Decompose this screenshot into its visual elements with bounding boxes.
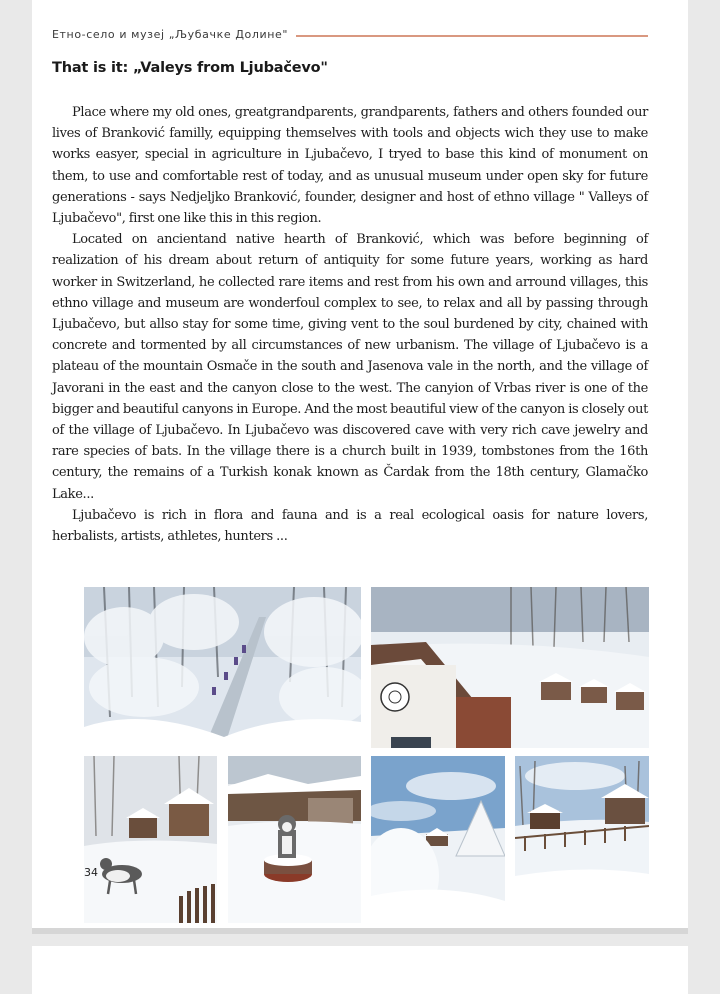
page-edge-shadow — [32, 928, 688, 934]
paragraph-1: Place where my old ones, greatgrandparents, grandparents, fathers and others founded our lives of Branković familly, equipping themselves with tools and objects wich they use to make works easyer, special in agriculture in Ljubačevo, I tryed to base this kind of monument on them, to use and comfortable rest of today, and as unusual museum under open sky for future generations - says Nedjeljko Branković, founder, designer and host of ethno village " Valleys of Ljubačevo", first one like this in this region. — [52, 105, 648, 227]
photo-husky-and-cabins — [84, 756, 217, 923]
photo-snow-drift-cabin — [371, 756, 505, 923]
photo-village-houses-sign — [371, 587, 649, 748]
paragraph-2: Located on ancientand native hearth of Branković, which was before beginning of realization of his dream about return of antiquity for some future years, working as hard worker in Switzerland, he collected rare items and rest from his own and arround villages, this ethno village and museum are wonderfoul complex to see, to relax and all by passing through Ljubačevo, but allso stay for some time, giving vent to the soul burdened by city, chained with concrete and tormented by all circumstances of new urbanism. The village of Ljubačevo is a plateau of the mountain Osmače in the south and Jasenova vale in the north, and the village of Javorani in the east and the canyon close to the west. The canyion of Vrbas river is one of the bigger and beautiful canyons in Europe. And the most beautiful view of the canyon is closely out of the village of Ljubačevo. In Ljubačevo was discovered cave with very rich cave jewelry and rare species of bats. In the village there is a church built in 1939, tombstones from the 16th century, the remains of a Turkish konak known as Čardak from the 18th century, Glamačko Lake... — [52, 232, 648, 502]
photo-fence-and-cabins — [515, 756, 649, 923]
photo-snowy-forest-stairs — [84, 587, 361, 748]
article-title: That is it: „Valeys from Ljubačevo" — [52, 60, 328, 76]
article-body — [52, 102, 648, 547]
next-page-preview — [32, 946, 688, 994]
paragraph-3: Ljubačevo is rich in flora and fauna and is a real ecological oasis for nature lovers, herbalists, artists, athletes, hunters ... — [52, 507, 648, 545]
running-header: Етно-село и музеј „Љубачке Долине" — [52, 28, 289, 41]
header-rule — [296, 35, 648, 37]
photo-husky-on-pedestal — [228, 756, 361, 923]
page-number: 34 — [84, 866, 98, 879]
